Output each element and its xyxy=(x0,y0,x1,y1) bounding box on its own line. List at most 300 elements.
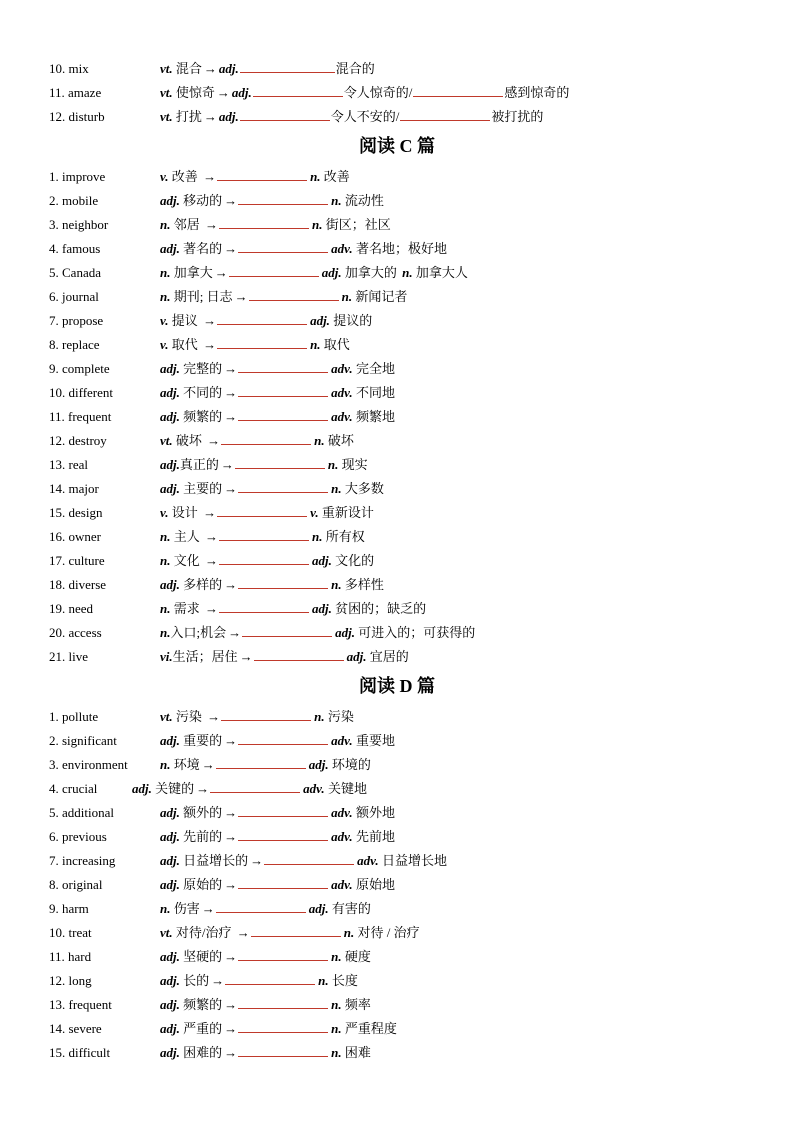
definition-text: 生活；居住 xyxy=(172,649,238,664)
vocab-definition xyxy=(160,502,374,524)
vocab-definition xyxy=(160,802,395,824)
vocab-word: 7. propose xyxy=(49,313,104,328)
part-of-speech: vt. xyxy=(160,709,173,724)
vocab-word: 12. disturb xyxy=(49,109,105,124)
part-of-speech: adj. xyxy=(160,973,180,988)
part-of-speech: n. xyxy=(160,901,171,916)
vocab-definition xyxy=(160,598,426,620)
vocab-word: 6. previous xyxy=(49,829,107,844)
vocab-definition xyxy=(160,382,395,404)
vocab-row xyxy=(0,190,794,212)
vocab-row xyxy=(0,622,794,644)
vocab-definition xyxy=(132,778,367,800)
vocab-row xyxy=(0,778,794,800)
vocab-definition xyxy=(160,730,395,752)
vocab-definition xyxy=(160,826,395,848)
vocab-row xyxy=(0,850,794,872)
right-arrow-icon: → xyxy=(203,109,217,124)
part-of-speech: n. xyxy=(160,601,171,616)
part-of-speech: vi. xyxy=(160,649,173,664)
part-of-speech: adj. xyxy=(160,805,180,820)
vocab-word: 8. replace xyxy=(49,337,100,352)
definition-text: 令人不安的/ xyxy=(330,109,400,124)
vocab-definition xyxy=(160,970,358,992)
vocab-row xyxy=(0,382,794,404)
answer-blank[interactable] xyxy=(238,994,328,1009)
definition-text: 不同地 xyxy=(352,385,395,400)
part-of-speech: vt. xyxy=(160,433,173,448)
definition-text: 街区；社区 xyxy=(322,217,391,232)
vocab-definition xyxy=(160,358,395,380)
vocab-word: 11. hard xyxy=(49,949,92,964)
answer-blank[interactable] xyxy=(238,190,328,205)
definition-text: 日益增长地 xyxy=(378,853,447,868)
part-of-speech: v. xyxy=(310,505,319,520)
answer-blank[interactable] xyxy=(210,778,300,793)
part-of-speech: adj. xyxy=(218,61,239,76)
vocab-definition xyxy=(160,190,384,212)
part-of-speech: v. xyxy=(160,337,169,352)
definition-text: 额外地 xyxy=(352,805,395,820)
vocab-definition xyxy=(160,574,384,596)
part-of-speech: n. xyxy=(343,925,355,940)
answer-blank[interactable] xyxy=(216,754,306,769)
answer-blank[interactable] xyxy=(238,478,328,493)
definition-text: 有害的 xyxy=(328,901,371,916)
vocab-row xyxy=(0,970,794,992)
answer-blank[interactable] xyxy=(264,850,354,865)
definition-text: 现实 xyxy=(338,457,368,472)
part-of-speech: vt. xyxy=(160,109,173,124)
vocab-row xyxy=(0,922,794,944)
vocab-word: 18. diverse xyxy=(49,577,107,592)
heading-reading-c: 阅读 C 篇 xyxy=(359,136,435,156)
vocab-row xyxy=(0,1018,794,1040)
part-of-speech: n. xyxy=(331,481,342,496)
vocab-word: 17. culture xyxy=(49,553,105,568)
answer-blank[interactable] xyxy=(251,922,341,937)
vocab-definition xyxy=(160,874,395,896)
part-of-speech: n. xyxy=(331,1045,342,1060)
definition-text: 真正的 xyxy=(179,457,219,472)
vocab-definition xyxy=(160,550,374,572)
definition-text: 困难的 xyxy=(179,1045,223,1060)
vocab-row xyxy=(0,706,794,728)
definition-text: 改善 xyxy=(168,169,202,184)
part-of-speech: n. xyxy=(341,289,353,304)
part-of-speech: n. xyxy=(312,529,323,544)
right-arrow-icon: → xyxy=(216,85,230,100)
right-arrow-icon: → xyxy=(224,1045,238,1060)
definition-text: 完整的 xyxy=(179,361,223,376)
right-arrow-icon: → xyxy=(214,265,228,280)
part-of-speech: adj. xyxy=(312,601,332,616)
vocab-row xyxy=(0,214,794,236)
vocab-word: 2. mobile xyxy=(49,193,99,208)
vocab-row xyxy=(0,898,794,920)
vocab-definition xyxy=(160,82,569,104)
definition-text: 加拿大 xyxy=(170,265,213,280)
right-arrow-icon: → xyxy=(224,829,238,844)
vocab-row xyxy=(0,454,794,476)
vocab-row xyxy=(0,106,794,128)
part-of-speech: adv. xyxy=(331,361,353,376)
vocab-word: 9. complete xyxy=(49,361,110,376)
answer-blank[interactable] xyxy=(219,214,309,229)
vocab-word: 13. frequent xyxy=(49,997,112,1012)
vocab-definition xyxy=(160,454,368,476)
answer-blank[interactable] xyxy=(254,646,344,661)
part-of-speech: adj. xyxy=(160,1045,180,1060)
answer-blank[interactable] xyxy=(219,550,309,565)
vocab-row xyxy=(0,730,794,752)
vocab-word: 5. additional xyxy=(49,805,114,820)
definition-text: 多样的 xyxy=(179,577,223,592)
part-of-speech: adj. xyxy=(160,733,180,748)
definition-text: 加拿大的 xyxy=(341,265,401,280)
vocab-word: 2. significant xyxy=(49,733,117,748)
answer-blank[interactable] xyxy=(238,358,328,373)
vocab-definition xyxy=(160,166,350,188)
definition-text: 流动性 xyxy=(341,193,384,208)
vocab-word: 10. treat xyxy=(49,925,92,940)
right-arrow-icon: → xyxy=(234,289,248,304)
definition-text: 混合的 xyxy=(335,61,375,76)
right-arrow-icon: → xyxy=(224,733,238,748)
answer-blank[interactable] xyxy=(229,262,319,277)
part-of-speech: n. xyxy=(160,757,171,772)
vocab-definition xyxy=(160,430,354,452)
part-of-speech: adj. xyxy=(160,241,180,256)
answer-blank[interactable] xyxy=(413,82,503,97)
right-arrow-icon: → xyxy=(236,925,250,940)
vocab-word: 10. different xyxy=(49,385,114,400)
vocab-row xyxy=(0,574,794,596)
definition-text: 硬度 xyxy=(341,949,371,964)
vocab-row xyxy=(0,550,794,572)
definition-text: 困难 xyxy=(341,1045,371,1060)
right-arrow-icon: → xyxy=(205,217,218,232)
definition-text: 重新设计 xyxy=(318,505,374,520)
right-arrow-icon: → xyxy=(201,757,215,772)
right-arrow-icon: → xyxy=(224,241,238,256)
definition-text: 破坏 xyxy=(172,433,206,448)
answer-blank[interactable] xyxy=(400,106,490,121)
vocab-word: 1. pollute xyxy=(49,709,99,724)
vocab-word: 20. access xyxy=(49,625,102,640)
definition-text: 原始地 xyxy=(352,877,395,892)
part-of-speech: adj. xyxy=(160,481,180,496)
answer-blank[interactable] xyxy=(217,310,307,325)
right-arrow-icon: → xyxy=(224,481,238,496)
definition-text: 新闻记者 xyxy=(352,289,408,304)
part-of-speech: n. xyxy=(310,169,321,184)
answer-blank[interactable] xyxy=(235,454,325,469)
part-of-speech: adv. xyxy=(331,829,353,844)
part-of-speech: adj. xyxy=(346,649,367,664)
vocab-row xyxy=(0,238,794,260)
definition-text: 频率 xyxy=(341,997,371,1012)
vocab-row xyxy=(0,262,794,284)
right-arrow-icon: → xyxy=(220,457,234,472)
definition-text: 日益增长的 xyxy=(179,853,249,868)
answer-blank[interactable] xyxy=(221,706,311,721)
vocab-definition xyxy=(160,262,468,284)
vocab-definition xyxy=(160,922,420,944)
vocab-row xyxy=(0,646,794,668)
right-arrow-icon: → xyxy=(250,853,264,868)
answer-blank[interactable] xyxy=(238,826,328,841)
part-of-speech: n. xyxy=(331,1021,342,1036)
part-of-speech: adj. xyxy=(160,1021,180,1036)
answer-blank[interactable] xyxy=(221,430,311,445)
answer-blank[interactable] xyxy=(240,106,330,121)
definition-text: 可进入的；可获得的 xyxy=(354,625,476,640)
vocab-definition xyxy=(160,754,371,776)
definition-text: 对待 / 治疗 xyxy=(354,925,420,940)
part-of-speech: n. xyxy=(160,217,171,232)
part-of-speech: n. xyxy=(160,265,171,280)
answer-blank[interactable] xyxy=(240,58,335,73)
answer-blank[interactable] xyxy=(238,802,328,817)
vocab-word: 4. crucial xyxy=(49,781,98,796)
definition-text: 多样性 xyxy=(341,577,384,592)
part-of-speech: adj. xyxy=(132,781,152,796)
definition-text: 长的 xyxy=(179,973,210,988)
right-arrow-icon: → xyxy=(228,625,242,640)
part-of-speech: adj. xyxy=(160,997,180,1012)
right-arrow-icon: → xyxy=(205,553,218,568)
vocab-word: 14. severe xyxy=(49,1021,102,1036)
definition-text: 大多数 xyxy=(341,481,384,496)
definition-text: 对待/治疗 xyxy=(172,925,235,940)
answer-blank[interactable] xyxy=(238,1042,328,1057)
right-arrow-icon: → xyxy=(224,577,238,592)
vocab-definition xyxy=(160,478,384,500)
vocab-word: 13. real xyxy=(49,457,88,472)
definition-text: 改善 xyxy=(320,169,350,184)
part-of-speech: vt. xyxy=(160,925,173,940)
vocab-word: 11. amaze xyxy=(49,85,102,100)
vocab-word: 19. need xyxy=(49,601,94,616)
vocab-definition xyxy=(160,58,375,80)
definition-text: 伤害 xyxy=(170,901,200,916)
definition-text: 所有权 xyxy=(322,529,365,544)
part-of-speech: adv. xyxy=(331,733,353,748)
answer-blank[interactable] xyxy=(217,502,307,517)
vocab-row xyxy=(0,310,794,332)
definition-text: 提议的 xyxy=(329,313,373,328)
vocab-row xyxy=(0,406,794,428)
vocab-row xyxy=(0,874,794,896)
definition-text: 坚硬的 xyxy=(179,949,223,964)
definition-text: 被打扰的 xyxy=(491,109,544,124)
vocab-word: 3. neighbor xyxy=(49,217,109,232)
answer-blank[interactable] xyxy=(238,382,328,397)
right-arrow-icon: → xyxy=(203,313,217,328)
vocab-word: 11. frequent xyxy=(49,409,112,424)
definition-text: 先前地 xyxy=(352,829,395,844)
vocab-row xyxy=(0,946,794,968)
definition-text: 频繁的 xyxy=(179,997,223,1012)
part-of-speech: v. xyxy=(160,505,169,520)
part-of-speech: adv. xyxy=(331,241,353,256)
vocab-definition xyxy=(160,526,365,548)
definition-text: 加拿大人 xyxy=(412,265,468,280)
definition-text: 取代 xyxy=(168,337,202,352)
part-of-speech: v. xyxy=(160,313,169,328)
vocab-definition xyxy=(160,994,371,1016)
part-of-speech: adj. xyxy=(160,409,180,424)
vocab-row xyxy=(0,526,794,548)
part-of-speech: n. xyxy=(318,973,329,988)
part-of-speech: n. xyxy=(331,949,342,964)
definition-text: 打扰 xyxy=(172,109,202,124)
part-of-speech: adj. xyxy=(310,313,330,328)
definition-text: 关键地 xyxy=(324,781,367,796)
vocab-definition xyxy=(160,214,391,236)
part-of-speech: adj. xyxy=(308,757,329,772)
heading-reading-d: 阅读 D 篇 xyxy=(359,676,435,696)
vocab-definition xyxy=(160,898,371,920)
vocab-word: 21. live xyxy=(49,649,88,664)
right-arrow-icon: → xyxy=(211,973,225,988)
part-of-speech: vt. xyxy=(160,85,173,100)
answer-blank[interactable] xyxy=(216,898,306,913)
right-arrow-icon: → xyxy=(205,529,218,544)
vocab-word: 10. mix xyxy=(49,61,89,76)
vocab-definition xyxy=(160,106,543,128)
right-arrow-icon: → xyxy=(207,709,221,724)
definition-text: 破坏 xyxy=(324,433,354,448)
vocab-word: 3. environment xyxy=(49,757,128,772)
definition-text: 重要的 xyxy=(179,733,223,748)
answer-blank[interactable] xyxy=(225,970,315,985)
answer-blank[interactable] xyxy=(219,598,309,613)
definition-text: 宜居的 xyxy=(366,649,409,664)
part-of-speech: v. xyxy=(160,169,169,184)
definition-text: 著名的 xyxy=(179,241,223,256)
definition-text: 先前的 xyxy=(179,829,223,844)
right-arrow-icon: → xyxy=(224,361,238,376)
answer-blank[interactable] xyxy=(249,286,339,301)
definition-text: 严重的 xyxy=(179,1021,223,1036)
right-arrow-icon: → xyxy=(203,61,217,76)
vocab-definition xyxy=(160,946,371,968)
vocab-definition xyxy=(160,1042,371,1064)
part-of-speech: adj. xyxy=(321,265,342,280)
part-of-speech: n. xyxy=(314,709,325,724)
definition-text: 混合 xyxy=(172,61,202,76)
vocab-word: 12. destroy xyxy=(49,433,107,448)
vocab-word: 12. long xyxy=(49,973,92,988)
part-of-speech: vt. xyxy=(160,61,173,76)
part-of-speech: adv. xyxy=(331,805,353,820)
part-of-speech: n. xyxy=(160,553,171,568)
right-arrow-icon: → xyxy=(224,385,238,400)
vocab-definition xyxy=(160,646,409,668)
vocab-row xyxy=(0,58,794,80)
part-of-speech: n. xyxy=(312,217,323,232)
vocab-definition xyxy=(160,238,447,260)
definition-text: 期刊; 日志 xyxy=(170,289,233,304)
vocab-word: 8. original xyxy=(49,877,103,892)
definition-text: 移动的 xyxy=(179,193,223,208)
part-of-speech: adv. xyxy=(357,853,379,868)
answer-blank[interactable] xyxy=(242,622,332,637)
vocab-row xyxy=(0,430,794,452)
vocab-word: 5. Canada xyxy=(49,265,101,280)
vocab-row xyxy=(0,82,794,104)
answer-blank[interactable] xyxy=(238,874,328,889)
definition-text: 文化的 xyxy=(331,553,375,568)
right-arrow-icon: → xyxy=(224,1021,238,1036)
vocab-row xyxy=(0,802,794,824)
right-arrow-icon: → xyxy=(201,901,215,916)
part-of-speech: adv. xyxy=(331,385,353,400)
answer-blank[interactable] xyxy=(238,730,328,745)
definition-text: 著名地；极好地 xyxy=(352,241,447,256)
definition-text: 严重程度 xyxy=(341,1021,397,1036)
answer-blank[interactable] xyxy=(219,526,309,541)
definition-text: 入口;机会 xyxy=(170,625,227,640)
part-of-speech: adj. xyxy=(308,901,329,916)
definition-text: 原始的 xyxy=(179,877,223,892)
definition-text: 主要的 xyxy=(179,481,223,496)
part-of-speech: n. xyxy=(331,577,342,592)
part-of-speech: adj. xyxy=(160,361,180,376)
part-of-speech: adv. xyxy=(331,877,353,892)
vocab-definition xyxy=(160,286,407,308)
part-of-speech: adj. xyxy=(160,877,180,892)
part-of-speech: adj. xyxy=(335,625,355,640)
vocab-row xyxy=(0,286,794,308)
answer-blank[interactable] xyxy=(238,1018,328,1033)
definition-text: 污染 xyxy=(172,709,206,724)
definition-text: 使惊奇 xyxy=(172,85,215,100)
definition-text: 提议 xyxy=(168,313,202,328)
vocab-row xyxy=(0,1042,794,1064)
definition-text: 重要地 xyxy=(352,733,395,748)
definition-text: 完全地 xyxy=(352,361,395,376)
vocab-row xyxy=(0,754,794,776)
right-arrow-icon: → xyxy=(224,949,238,964)
definition-text: 文化 xyxy=(170,553,203,568)
vocab-word: 7. increasing xyxy=(49,853,116,868)
answer-blank[interactable] xyxy=(238,946,328,961)
vocab-row xyxy=(0,598,794,620)
definition-text: 环境的 xyxy=(328,757,371,772)
part-of-speech: n. xyxy=(160,529,171,544)
part-of-speech: adj. xyxy=(160,577,180,592)
part-of-speech: adj. xyxy=(160,853,180,868)
answer-blank[interactable] xyxy=(238,574,328,589)
part-of-speech: adv. xyxy=(303,781,325,796)
answer-blank[interactable] xyxy=(253,82,343,97)
part-of-speech: adj. xyxy=(312,553,332,568)
answer-blank[interactable] xyxy=(217,166,307,181)
vocab-row xyxy=(0,334,794,356)
answer-blank[interactable] xyxy=(238,406,328,421)
vocab-word: 9. harm xyxy=(49,901,89,916)
definition-text: 贫困的；缺乏的 xyxy=(331,601,427,616)
answer-blank[interactable] xyxy=(217,334,307,349)
answer-blank[interactable] xyxy=(238,238,328,253)
part-of-speech: adj. xyxy=(160,457,180,472)
right-arrow-icon: → xyxy=(203,337,217,352)
definition-text: 环境 xyxy=(170,757,200,772)
right-arrow-icon: → xyxy=(239,649,253,664)
